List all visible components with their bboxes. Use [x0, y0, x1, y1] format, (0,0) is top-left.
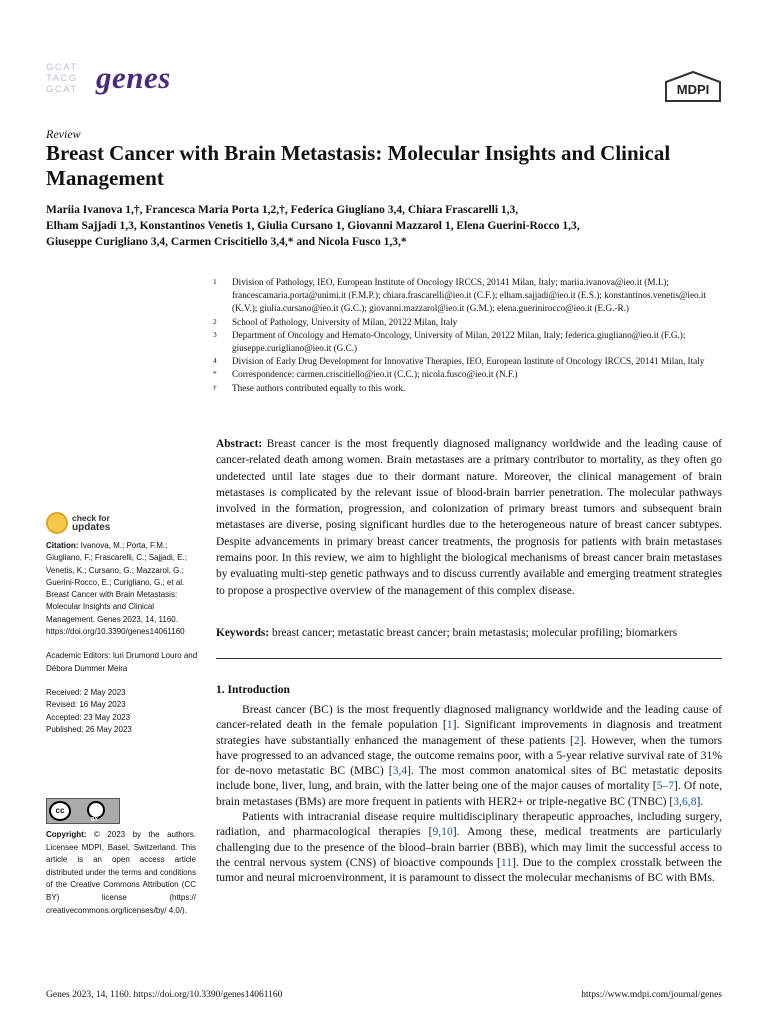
citation-link[interactable]: 9,10	[432, 825, 453, 839]
author-line[interactable]: Mariia Ivanova 1,†, Francesca Maria Porta 1,2,†, Federica Giugliano 3,4, Chiara Frascarelli 1,3,	[46, 204, 519, 216]
citation-link[interactable]: 3,4	[392, 764, 408, 778]
abstract-label: Abstract:	[216, 438, 263, 450]
affiliation-text: Department of Oncology and Hemato-Oncology, University of Milan, 20122 Milan, Italy; federica.giugliano@ieo.it (F.G.); giuseppe.curigliano@ieo.it (G.C.)	[232, 329, 686, 354]
author-line[interactable]: Elham Sajjadi 1,3, Konstantinos Venetis 1, Giulia Cursano 1, Giovanni Mazzarol 1, Elena Guerini-Rocco 1,3,	[46, 220, 580, 232]
citation-link[interactable]: 1	[446, 718, 453, 732]
paragraph	[216, 702, 722, 809]
revised-date: Revised: 16 May 2023	[46, 700, 126, 710]
affiliation-text: Division of Pathology, IEO, European Institute of Oncology IRCCS, 20141 Milan, Italy; mariia.ivanova@ieo.it (M.I.); francescamaria.porta@unimi.it (F.M.P.); chiara.frascarelli@ieo.it (C.F.); elham.sajjadi@ieo.it (E.S.); konstantinos.venetis@ieo.it (K.V.); giulia.cursano@ieo.it (G.C.); giovanni.mazzarol@ieo.it (G.M.); elena.guerinirocco@ieo.it (E.G.-R.)	[232, 277, 707, 314]
affiliation-item	[213, 316, 733, 329]
copyright-label: Copyright:	[46, 830, 87, 839]
check-for-updates-button[interactable]	[46, 511, 156, 535]
affiliation-item	[213, 355, 733, 368]
logo-line: GCAT	[46, 84, 78, 95]
footer-citation[interactable]: Genes 2023, 14, 1160. https://doi.org/10.3390/genes14061160	[46, 990, 283, 1000]
text-run: ]. Among these, medical treatments are particularly challenging due to the presence of the blood–brain barrier (BBB), which may limit the successful access to the central nervous system (CNS) of bioactive compounds [	[216, 825, 722, 869]
affiliations	[213, 276, 733, 395]
publisher-logo[interactable]	[664, 70, 722, 103]
author-line[interactable]: Giuseppe Curigliano 3,4, Carmen Criscitiello 3,4,* and Nicola Fusco 1,3,*	[46, 236, 407, 248]
article-info-sidebar	[46, 540, 202, 748]
equal-contribution-note: These authors contributed equally to this work.	[232, 382, 406, 393]
affiliation-mark: †	[213, 382, 217, 392]
article-type: Review	[46, 127, 81, 141]
academic-editors: Academic Editors: Iuri Drumond Louro and Débora Dummer Meira	[46, 651, 198, 673]
citation-block	[46, 540, 202, 638]
author-list	[46, 202, 726, 250]
cc-icon: cc	[49, 801, 71, 821]
logo-line: TACG	[46, 73, 78, 84]
footer-journal-link[interactable]: https://www.mdpi.com/journal/genes	[581, 990, 722, 1000]
text-run: ]. The most common anatomical sites of BC metastatic deposits include bone, liver, lung, and brain, with the latter being one of the major causes of mortality [	[216, 764, 723, 793]
copyright-notice	[46, 829, 196, 917]
accepted-date: Accepted: 23 May 2023	[46, 712, 131, 722]
affiliation-item	[213, 382, 733, 395]
text-run: Patients with intracranial disease require multidisciplinary therapeutic approaches, including surgery, radiation, and pharmacological therapies [	[216, 810, 722, 839]
check-updates-line: updates	[72, 522, 111, 533]
text-run: Breast cancer (BC) is the most frequently diagnosed malignancy worldwide and the leading cause of cancer-related death in the female population [	[216, 703, 722, 732]
affiliation-item	[213, 368, 733, 381]
affiliation-item	[213, 276, 733, 316]
by-label: BY	[91, 817, 98, 823]
article-title: Breast Cancer with Brain Metastasis: Molecular Insights and Clinical Management	[46, 141, 671, 190]
affiliation-mark: *	[213, 369, 217, 379]
text-run: ]. However, when the tumors have progressed to an advanced stage, the outcome remains poor, with a 5-year relative survival rate of 31% for de-novo metastatic BC (MBC) [	[216, 733, 722, 778]
journal-name[interactable]: genes	[96, 60, 171, 95]
affiliation-mark: 1	[213, 277, 217, 286]
citation-label: Citation:	[46, 541, 79, 550]
published-date: Published: 26 May 2023	[46, 724, 132, 734]
paragraph	[216, 809, 722, 885]
affiliation-mark: 2	[213, 316, 217, 326]
citation-link[interactable]: 5–7	[656, 779, 674, 793]
correspondence-text: Correspondence: carmen.criscitiello@ieo.it (C.C.); nicola.fusco@ieo.it (N.F.)	[232, 369, 518, 380]
cc-license-badge[interactable]	[46, 798, 120, 824]
check-updates-line: check for	[72, 513, 110, 523]
citation-link[interactable]: 3,6,8	[673, 794, 697, 808]
copyright-text: © 2023 by the authors. Licensee MDPI, Basel, Switzerland. This article is an open access article distributed under the terms and conditions of the Creative Commons Attribution (CC BY) license (https:// creativecommons.org/licenses/by/ 4.0/).	[46, 830, 196, 915]
citation-text[interactable]: Ivanova, M.; Porta, F.M.; Giugliano, F.; Frascarelli, C.; Sajjadi, E.; Venetis, K.; Cursano, G.; Mazzarol, G.; Guerini-Rocco, E.; Curigliano, G.; et al. Breast Cancer with Brain Metastasis: Molecular Insights and Clinical Management. Genes 2023, 14, 1160. https://doi.org/10.3390/genes14061160	[46, 541, 187, 637]
introduction-body	[216, 702, 722, 886]
publisher-name: MDPI	[676, 82, 710, 97]
keywords-label: Keywords:	[216, 627, 270, 639]
logo-line: GCAT	[46, 62, 78, 73]
text-run: ]. Significant improvements in diagnosis and treatment strategies have substantially enhanced the management of these patients [	[216, 718, 722, 747]
check-updates-icon	[46, 512, 68, 534]
citation-link[interactable]: 11	[500, 855, 513, 869]
citation-link[interactable]: 2	[573, 733, 580, 747]
affiliation-mark: 4	[213, 356, 217, 366]
abstract	[216, 436, 722, 599]
text-run: ]. Due to the complex crosstalk between the tumor and neural microenvironment, it is paramount to dissect the molecular mechanisms of BC with BMs.	[216, 855, 723, 885]
text-run: ].	[696, 794, 704, 808]
keywords	[216, 625, 736, 641]
affiliation-item	[213, 329, 733, 355]
dates-block	[46, 687, 202, 736]
received-date: Received: 2 May 2023	[46, 687, 126, 697]
check-updates-label	[72, 513, 110, 533]
affiliation-text: Division of Early Drug Development for Innovative Therapies, IEO, European Institute of Oncology IRCCS, 20141 Milan, Italy	[232, 356, 705, 367]
section-divider	[216, 658, 722, 659]
journal-logo	[46, 62, 90, 98]
affiliation-text: School of Pathology, University of Milan, 20122 Milan, Italy	[232, 316, 458, 327]
affiliation-mark: 3	[213, 329, 217, 339]
text-run: ]. Of note, brain metastases (BMs) are more frequent in patients with HER2+ or triple-negative BC (TNBC) [	[216, 779, 722, 808]
abstract-text: Breast cancer is the most frequently diagnosed malignancy worldwide and the leading cause of cancer-related death among women. Brain metastases are a primary contributor to mortality, as they often go undetected until late stages due to their dormant nature. Moreover, the clinical management of brain metastases is complicated by the relevant issue of blood-brain barrier penetration. The molecular pathways involved in the formation, progression, and colonization of primary breast tumors and subsequent brain metastases are diverse, posing significant hurdles due to the heterogeneous nature of breast cancer subtypes. Despite advancements in primary breast cancer treatments, the prognosis for patients with brain metastases remains poor. In this review, we aim to highlight the biological mechanisms of breast cancer brain metastases by evaluating multi-step genetic pathways and to discuss currently available and emerging treatment strategies to propose a prospective overview of the management of this complex disease.	[216, 438, 722, 597]
keywords-text: breast cancer; metastatic breast cancer; brain metastasis; molecular profiling; biomarkers	[272, 627, 678, 639]
section-heading: 1. Introduction	[216, 684, 290, 696]
